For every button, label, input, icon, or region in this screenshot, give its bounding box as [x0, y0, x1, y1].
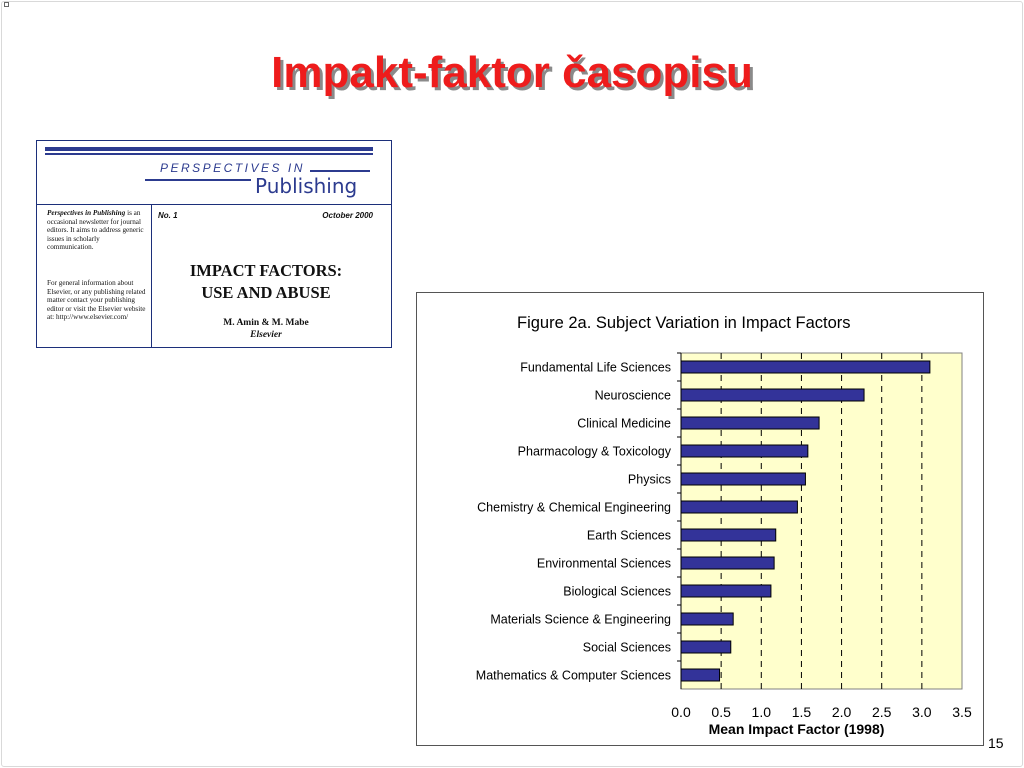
newsletter-series-label: PERSPECTIVES IN [160, 161, 305, 175]
newsletter-cover-image [36, 140, 392, 348]
chart-category-label: Physics [627, 472, 671, 487]
chart-category-label: Materials Science & Engineering [490, 612, 671, 627]
impact-factor-chart [416, 292, 984, 746]
chart-bar [681, 473, 805, 485]
chart-bar [681, 445, 808, 457]
chart-x-tick-label: 1.5 [791, 704, 812, 720]
chart-bar [681, 361, 930, 373]
newsletter-authors: M. Amin & M. Mabe [223, 318, 309, 328]
newsletter-headline-line2: USE AND ABUSE [201, 283, 331, 302]
chart-category-label: Neuroscience [594, 388, 671, 403]
newsletter-headline-line1: IMPACT FACTORS: [189, 261, 343, 280]
chart-bar [681, 669, 720, 681]
chart-bar [681, 529, 776, 541]
newsletter-top-rule [45, 147, 373, 151]
newsletter-publishing-rule [145, 179, 251, 181]
newsletter-issue-number: No. 1 [158, 211, 178, 220]
chart-bar [681, 389, 864, 401]
newsletter-divider [37, 204, 391, 205]
chart-x-tick-label: 2.5 [871, 704, 892, 720]
chart-bar [681, 585, 771, 597]
chart-x-tick-label: 0.5 [711, 704, 731, 720]
newsletter-top-rule-thin [45, 153, 373, 155]
chart-category-label: Biological Sciences [563, 584, 671, 599]
newsletter-sidebar-intro [47, 209, 147, 252]
corner-marker-box [4, 2, 9, 7]
chart-category-label: Mathematics & Computer Sciences [475, 668, 671, 683]
chart-title: Figure 2a. Subject Variation in Impact Factors [517, 314, 851, 332]
newsletter-column-divider [151, 205, 152, 347]
chart-category-label: Chemistry & Chemical Engineering [477, 500, 671, 515]
chart-bar [681, 613, 733, 625]
chart-category-label: Environmental Sciences [536, 556, 671, 571]
newsletter-series-title: Publishing [255, 174, 358, 198]
chart-x-tick-label: 0.0 [671, 704, 691, 720]
newsletter-sidebar-intro-text: is an occasional newsletter for journal editors. It aims to address generic issues in scholarly communication. [47, 209, 144, 252]
chart-bar [681, 501, 797, 513]
corner-marker [4, 2, 11, 7]
page-number: 15 [988, 735, 1004, 751]
chart-category-label: Clinical Medicine [577, 416, 671, 431]
chart-svg [417, 293, 983, 745]
chart-category-label: Social Sciences [582, 640, 671, 655]
chart-bar [681, 417, 819, 429]
chart-category-label: Earth Sciences [586, 528, 671, 543]
chart-x-tick-label: 3.5 [952, 704, 972, 720]
chart-category-label: Pharmacology & Toxicology [517, 444, 671, 459]
newsletter-publisher: Elsevier [250, 330, 282, 340]
chart-x-tick-label: 1.0 [751, 704, 772, 720]
chart-x-tick-label: 3.0 [912, 704, 932, 720]
chart-x-tick-label: 2.0 [831, 704, 852, 720]
newsletter-sidebar-name: Perspectives in Publishing [47, 209, 126, 217]
chart-bar [681, 641, 731, 653]
chart-x-axis-label: Mean Impact Factor (1998) [708, 721, 885, 737]
newsletter-sidebar-contact: For general information about Elsevier, or any publishing related matter contact your publishing editor or visit the Elsevier website at: http://www.elsevier.com/ [47, 279, 146, 322]
chart-category-label: Fundamental Life Sciences [520, 360, 671, 375]
newsletter-series-rule [310, 170, 370, 172]
newsletter-issue-date: October 2000 [322, 211, 373, 220]
chart-plot-area [681, 353, 962, 689]
slide-title: Impakt-faktor časopisu [271, 48, 753, 97]
chart-bar [681, 557, 774, 569]
